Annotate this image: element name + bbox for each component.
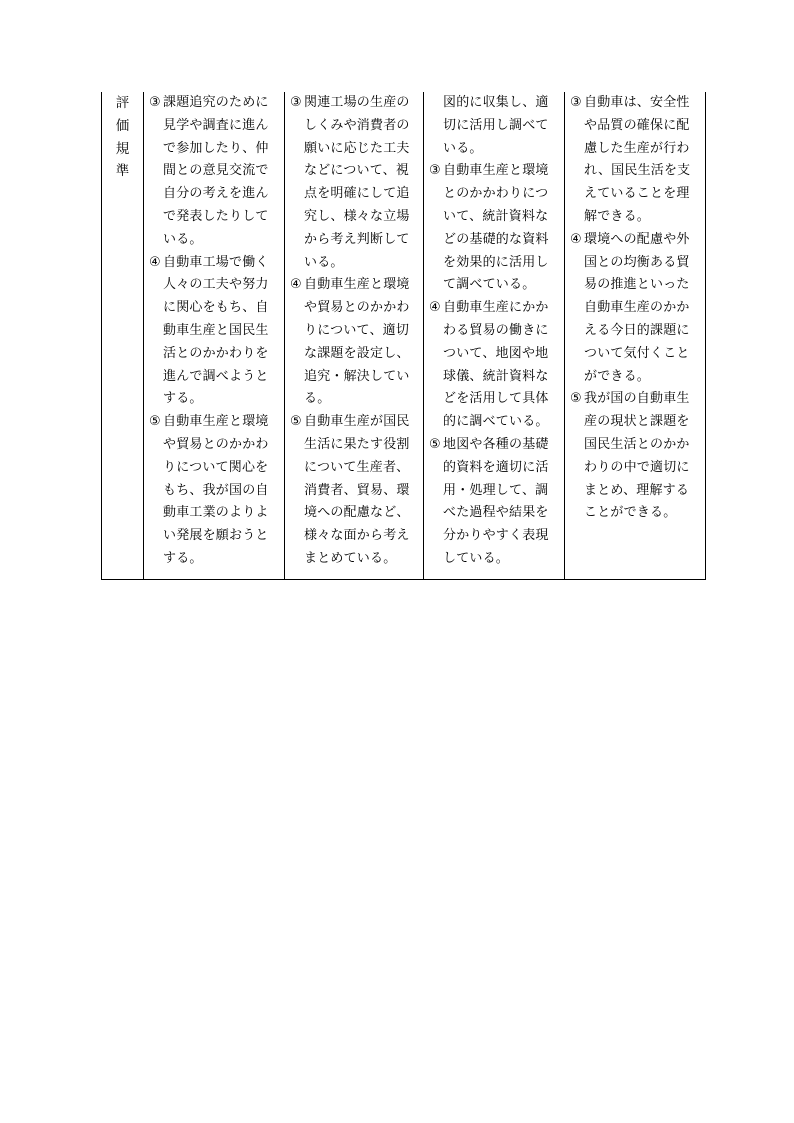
criteria-text: 動車生産と国民生 bbox=[163, 322, 269, 338]
criteria-line bbox=[149, 434, 279, 457]
criteria-text: で参加したり、仲 bbox=[163, 140, 269, 156]
criteria-line bbox=[290, 229, 418, 252]
criteria-line bbox=[570, 138, 700, 161]
criteria-line bbox=[429, 183, 559, 206]
criteria-text: 球儀、統計資料な bbox=[443, 368, 549, 384]
criteria-text: 環境への配慮や外 bbox=[584, 231, 690, 247]
criteria-text: を効果的に活用し bbox=[443, 254, 549, 270]
criteria-text: 自動車は、安全性 bbox=[584, 95, 690, 110]
criteria-text: 国民生活とのかか bbox=[584, 436, 690, 452]
criteria-line bbox=[570, 320, 700, 343]
criteria-text: 自動車工場で働く bbox=[163, 254, 269, 270]
criteria-number: ③ bbox=[570, 95, 582, 110]
criteria-line bbox=[290, 457, 418, 480]
criteria-line bbox=[570, 229, 700, 252]
criteria-text: 生活に果たす役割 bbox=[304, 436, 410, 452]
criteria-text: 慮した生産が行わ bbox=[584, 140, 690, 156]
criteria-text: 願いに応じた工夫 bbox=[304, 140, 410, 156]
criteria-line bbox=[429, 480, 559, 503]
row-header bbox=[102, 92, 144, 579]
criteria-line bbox=[570, 252, 700, 275]
criteria-text: 消費者、貿易、環 bbox=[304, 482, 410, 498]
criteria-cell-knowledge bbox=[565, 92, 706, 579]
criteria-line bbox=[149, 320, 279, 343]
criteria-line bbox=[570, 457, 700, 480]
criteria-line bbox=[149, 480, 279, 503]
criteria-text: いる。 bbox=[304, 254, 344, 270]
criteria-line bbox=[290, 320, 418, 343]
criteria-item bbox=[149, 411, 279, 571]
criteria-cell-skills bbox=[424, 92, 565, 579]
criteria-line bbox=[149, 525, 279, 548]
criteria-line bbox=[570, 115, 700, 138]
criteria-line bbox=[429, 502, 559, 525]
criteria-text: で発表したりして bbox=[163, 208, 269, 224]
criteria-text: 見学や調査に進ん bbox=[163, 117, 269, 133]
criteria-text: な課題を設定し、 bbox=[304, 345, 410, 361]
criteria-line bbox=[570, 297, 700, 320]
criteria-text: る。 bbox=[304, 391, 331, 407]
criteria-text: や貿易とのかかわ bbox=[163, 436, 269, 452]
criteria-line bbox=[290, 274, 418, 297]
criteria-number: ⑤ bbox=[149, 414, 161, 430]
criteria-item bbox=[429, 297, 559, 434]
criteria-text: 解できる。 bbox=[584, 208, 651, 224]
criteria-line bbox=[429, 274, 559, 297]
criteria-number: ③ bbox=[290, 95, 302, 110]
criteria-line bbox=[429, 206, 559, 229]
criteria-number: ④ bbox=[149, 254, 161, 270]
criteria-text: ついて気付くこと bbox=[584, 345, 690, 361]
criteria-line bbox=[429, 297, 559, 320]
criteria-item bbox=[429, 434, 559, 571]
criteria-line bbox=[290, 343, 418, 366]
criteria-text: から考え判断して bbox=[304, 231, 410, 247]
criteria-line bbox=[149, 274, 279, 297]
criteria-text: 動車工業のよりよ bbox=[163, 505, 269, 521]
criteria-line bbox=[290, 138, 418, 161]
criteria-text: れ、国民生活を支 bbox=[584, 163, 691, 179]
criteria-number: ⑤ bbox=[290, 414, 302, 430]
row-header-char: 価 bbox=[115, 117, 130, 134]
criteria-text: ことができる。 bbox=[584, 505, 677, 521]
criteria-text: 切に活用し調べて bbox=[443, 117, 549, 133]
criteria-line bbox=[149, 183, 279, 206]
criteria-text: 様々な面から考え bbox=[304, 528, 410, 544]
criteria-line bbox=[570, 183, 700, 206]
criteria-line bbox=[429, 252, 559, 275]
criteria-text: わる貿易の働きに bbox=[443, 322, 549, 338]
criteria-text: 我が国の自動車生 bbox=[584, 391, 690, 407]
criteria-line bbox=[429, 160, 559, 183]
criteria-text: まとめている。 bbox=[304, 550, 397, 566]
criteria-text: て調べている。 bbox=[443, 277, 536, 293]
criteria-text: 人々の工夫や努力 bbox=[163, 277, 269, 293]
criteria-line bbox=[149, 115, 279, 138]
criteria-line bbox=[290, 206, 418, 229]
criteria-line bbox=[149, 548, 279, 571]
criteria-text: 的資料を適切に活 bbox=[443, 459, 549, 475]
criteria-line bbox=[429, 388, 559, 411]
criteria-line bbox=[570, 411, 700, 434]
criteria-line bbox=[290, 480, 418, 503]
criteria-text: 自動車生産と環境 bbox=[304, 277, 410, 293]
criteria-number: ⑤ bbox=[429, 436, 441, 452]
criteria-text: わりの中で適切に bbox=[584, 459, 690, 475]
criteria-item bbox=[290, 411, 418, 571]
criteria-number: ③ bbox=[149, 95, 161, 110]
criteria-text: べた過程や結果を bbox=[443, 505, 549, 521]
criteria-text: 課題追究のために bbox=[163, 95, 269, 110]
criteria-text: している。 bbox=[443, 550, 510, 566]
criteria-text: りについて、適切 bbox=[304, 322, 410, 338]
criteria-text: い発展を願おうと bbox=[163, 528, 269, 544]
criteria-line bbox=[429, 320, 559, 343]
criteria-line bbox=[149, 206, 279, 229]
criteria-text: する。 bbox=[163, 550, 203, 566]
criteria-text: 自動車生産が国民 bbox=[304, 414, 410, 430]
criteria-text: 間との意見交流で bbox=[163, 163, 269, 179]
criteria-line bbox=[290, 252, 418, 275]
table-row bbox=[102, 92, 706, 579]
criteria-line bbox=[290, 160, 418, 183]
criteria-cell-interest bbox=[144, 92, 285, 579]
criteria-line bbox=[570, 480, 700, 503]
criteria-line bbox=[429, 343, 559, 366]
criteria-line bbox=[149, 457, 279, 480]
criteria-line bbox=[570, 388, 700, 411]
criteria-text: ついて、地図や地 bbox=[443, 345, 549, 361]
criteria-text: する。 bbox=[163, 391, 203, 407]
criteria-line bbox=[570, 434, 700, 457]
criteria-text: 国との均衡ある貿 bbox=[584, 254, 690, 270]
criteria-item bbox=[429, 160, 559, 297]
criteria-line bbox=[290, 388, 418, 411]
criteria-text: 的に調べている。 bbox=[443, 414, 549, 430]
criteria-line bbox=[429, 548, 559, 571]
criteria-item bbox=[570, 229, 700, 389]
criteria-line bbox=[290, 183, 418, 206]
criteria-text: 進んで調べようと bbox=[163, 368, 269, 384]
criteria-text: いる。 bbox=[163, 231, 203, 247]
criteria-text: について生産者、 bbox=[304, 459, 410, 475]
criteria-text: 自動車生産と環境 bbox=[443, 163, 549, 179]
criteria-text: 自動車生産にかか bbox=[443, 300, 549, 316]
criteria-item bbox=[149, 252, 279, 412]
criteria-text: 易の推進といった bbox=[584, 277, 690, 293]
criteria-line bbox=[149, 252, 279, 275]
criteria-text: いて、統計資料な bbox=[443, 208, 549, 224]
row-header-char: 規 bbox=[115, 140, 130, 157]
criteria-line bbox=[429, 138, 559, 161]
criteria-line bbox=[149, 366, 279, 389]
criteria-text: 図的に収集し、適 bbox=[443, 95, 549, 110]
criteria-text: ができる。 bbox=[584, 368, 651, 384]
criteria-text: に関心をもち、自 bbox=[163, 300, 269, 316]
criteria-line bbox=[290, 115, 418, 138]
criteria-text: などについて、視 bbox=[304, 163, 410, 179]
criteria-item bbox=[570, 92, 700, 229]
criteria-line bbox=[429, 411, 559, 434]
criteria-line bbox=[290, 548, 418, 571]
criteria-number: ④ bbox=[290, 277, 302, 293]
criteria-number: ④ bbox=[429, 300, 441, 316]
criteria-line bbox=[429, 525, 559, 548]
criteria-line bbox=[429, 366, 559, 389]
criteria-line bbox=[290, 434, 418, 457]
criteria-line bbox=[429, 92, 559, 115]
criteria-line bbox=[149, 160, 279, 183]
criteria-text: りについて関心を bbox=[163, 459, 269, 475]
criteria-text: 地図や各種の基礎 bbox=[443, 436, 549, 452]
criteria-text: や品質の確保に配 bbox=[584, 117, 690, 133]
criteria-line bbox=[290, 297, 418, 320]
criteria-text: 自分の考えを進ん bbox=[163, 186, 269, 202]
criteria-line bbox=[570, 160, 700, 183]
criteria-text: 境への配慮など、 bbox=[304, 505, 410, 521]
criteria-text: 点を明確にして追 bbox=[304, 186, 410, 202]
criteria-text: 活とのかかわりを bbox=[163, 345, 269, 361]
criteria-text: える今日的課題に bbox=[584, 322, 690, 338]
row-header-char: 準 bbox=[115, 163, 130, 180]
criteria-text: 関連工場の生産の bbox=[304, 95, 410, 110]
criteria-line bbox=[290, 366, 418, 389]
criteria-line bbox=[429, 115, 559, 138]
criteria-line bbox=[570, 366, 700, 389]
criteria-text: 追究・解決してい bbox=[304, 368, 410, 384]
criteria-line bbox=[290, 411, 418, 434]
criteria-text: いる。 bbox=[443, 140, 483, 156]
criteria-text: まとめ、理解する bbox=[584, 482, 690, 498]
criteria-line bbox=[429, 229, 559, 252]
criteria-item bbox=[149, 92, 279, 252]
evaluation-criteria-table bbox=[101, 92, 706, 580]
criteria-number: ③ bbox=[429, 163, 441, 179]
criteria-line bbox=[149, 411, 279, 434]
criteria-text: 用・処理して、調 bbox=[443, 482, 549, 498]
criteria-line bbox=[570, 343, 700, 366]
criteria-text: えていることを理 bbox=[584, 186, 690, 202]
criteria-line bbox=[149, 343, 279, 366]
criteria-text: 分かりやすく表現 bbox=[443, 528, 549, 544]
criteria-line bbox=[149, 388, 279, 411]
row-header-char: 評 bbox=[115, 95, 130, 111]
criteria-line bbox=[570, 274, 700, 297]
criteria-text: 自動車生産のかか bbox=[584, 300, 690, 316]
criteria-text: 究し、様々な立場 bbox=[304, 208, 410, 224]
criteria-text: どの基礎的な資料 bbox=[443, 231, 549, 247]
criteria-text: しくみや消費者の bbox=[304, 117, 410, 133]
criteria-number: ⑤ bbox=[570, 391, 582, 407]
criteria-line bbox=[429, 457, 559, 480]
criteria-text: 自動車生産と環境 bbox=[163, 414, 269, 430]
criteria-item bbox=[570, 388, 700, 525]
criteria-line bbox=[570, 92, 700, 115]
criteria-line bbox=[290, 92, 418, 115]
criteria-line bbox=[570, 206, 700, 229]
criteria-line bbox=[149, 138, 279, 161]
criteria-line bbox=[149, 92, 279, 115]
criteria-line bbox=[149, 502, 279, 525]
criteria-item bbox=[429, 92, 559, 160]
criteria-cell-thinking bbox=[285, 92, 424, 579]
criteria-line bbox=[290, 502, 418, 525]
criteria-line bbox=[149, 229, 279, 252]
criteria-text: もち、我が国の自 bbox=[163, 482, 269, 498]
criteria-text: 産の現状と課題を bbox=[584, 414, 690, 430]
criteria-line bbox=[290, 525, 418, 548]
criteria-text: どを活用して具体 bbox=[443, 391, 549, 407]
criteria-item bbox=[290, 92, 418, 274]
criteria-item bbox=[290, 274, 418, 411]
criteria-text: とのかかわりにつ bbox=[443, 186, 549, 202]
criteria-number: ④ bbox=[570, 231, 582, 247]
criteria-line bbox=[570, 502, 700, 525]
criteria-text: や貿易とのかかわ bbox=[304, 300, 410, 316]
criteria-line bbox=[429, 434, 559, 457]
criteria-line bbox=[149, 297, 279, 320]
